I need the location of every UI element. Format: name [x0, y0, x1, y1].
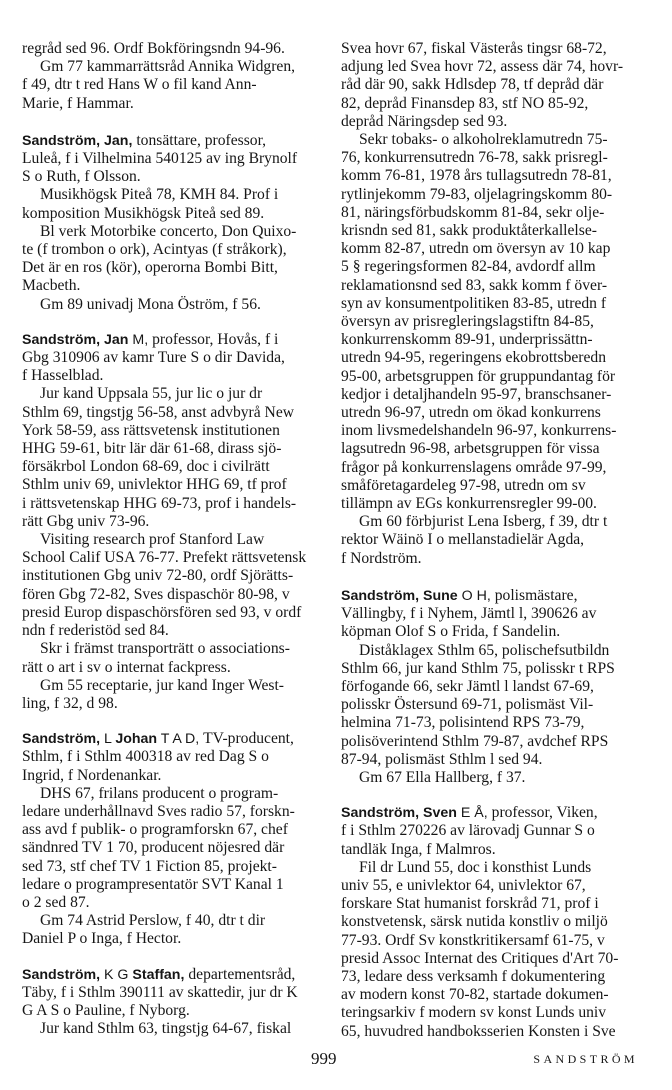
entry-sandstrom-jan-m — [22, 331, 320, 713]
entry-line: fören Gbg 72-82, Sves dispaschör 80-98, v — [22, 585, 290, 603]
entry-initials: K G — [100, 966, 129, 983]
entry-line: sändnred TV 1 70, producent nöjesred där — [22, 839, 285, 857]
entry-line: S o Ruth, f Olsson. — [22, 168, 141, 186]
entry-line: syn av konsumentpolitiken 83-85, utredn f — [341, 294, 607, 312]
entry-line: ledare underhållnavd Sves radio 57, forskn- — [22, 802, 295, 820]
entry-given-name: Sven — [423, 805, 457, 822]
entry-line: f i Sthlm 270226 av lärovadj Gunnar S o — [341, 822, 595, 840]
entry-line: rektor Wäinö I o mellanstadielär Agda, — [341, 531, 585, 549]
entry-line: Vällingby, f i Nyhem, Jämtl l, 390626 av — [341, 605, 597, 623]
entry-initials: L — [100, 731, 112, 748]
entry-line: krisndn sed 81, sakk produktåterkallelse- — [341, 222, 597, 240]
entry-sandstrom-jan-tonsattare — [22, 132, 320, 314]
entry-line: presid Assoc Internat des Critiques d'Art 70- — [341, 949, 619, 967]
entry-line: översyn av prisregleringslagstiftn 84-85, — [341, 313, 594, 331]
entry-line: Gm 77 kammarrättsråd Annika Widgren, — [40, 58, 296, 76]
entry-line: tandläk Inga, f Malmros. — [341, 840, 496, 858]
entry-line: Jur kand Sthlm 63, tingstjg 64-67, fiskal — [40, 1020, 292, 1038]
entry-title: tonsättare, professor, — [136, 131, 267, 149]
entry-line: kedjor i detaljhandeln 95-97, branschsaner- — [341, 385, 612, 403]
entry-surname: Sandström, — [341, 587, 420, 604]
running-head: SANDSTRÖM — [533, 1052, 638, 1066]
entry-line: Gm 55 receptarie, jur kand Inger West- — [40, 676, 284, 694]
entry-line: Svea hovr 67, fiskal Västerås tingsr 68-72, — [341, 40, 607, 57]
entry-line: Sekr tobaks- o alkoholreklamutredn 75- — [359, 131, 608, 149]
entry-line: Macbeth. — [22, 277, 81, 295]
entry-line: försäkrbol London 68-69, doc i civilrätt — [22, 458, 270, 476]
entry-line: polisskr Östersund 69-71, polismäst Vil- — [341, 696, 594, 714]
entry-surname: Sandström, — [22, 731, 101, 748]
entry-line: polisöverintend Sthlm 79-87, avdchef RPS — [341, 732, 609, 750]
entry-given-name: Jan, — [104, 132, 133, 149]
entry-line: ling, f 32, d 98. — [22, 694, 118, 712]
entry-line: inom livsmedelshandeln 96-97, konkurrens- — [341, 422, 617, 440]
entry-line: forskare Stat humanist forskråd 71, prof i — [341, 895, 599, 913]
entry-line: konstvetensk, särsk nutida konstliv o miljö — [341, 913, 608, 931]
entry-line: Sthlm, f i Sthlm 400318 av red Dag S o — [22, 748, 269, 766]
entry-heading-line — [341, 804, 639, 822]
entry-line: univ 55, e univlektor 64, univlektor 67, — [341, 876, 586, 894]
entry-line: Gm 60 förbjurist Lena Isberg, f 39, dtr t — [359, 513, 608, 531]
entry-line: 73, ledare dess verksamh f dokumentering — [341, 967, 606, 985]
entry-title: polismästare, — [494, 586, 578, 604]
entry-line: Luleå, f i Vilhelmina 540125 av ing Brynolf — [22, 150, 298, 168]
entry-line: f 49, dtr t red Hans W o fil kand Ann- — [22, 76, 257, 94]
entry-line: 65, huvudred handboksserien Konsten i Sve — [341, 1022, 616, 1040]
entry-given-name: Jan — [104, 331, 129, 348]
entry-title: professor, Hovås, f i — [152, 330, 279, 348]
entry-given-name: Sune — [423, 587, 458, 604]
entry-line: rätt Gbg univ 73-96. — [22, 512, 150, 530]
entry-initials: T A D, — [157, 731, 200, 748]
entry-line: lagsutredn 96-98, arbetsgruppen för vissa — [341, 440, 600, 458]
continued-entry-text — [22, 40, 320, 113]
entry-initials: M, — [128, 331, 149, 348]
entry-line: komposition Musikhögsk Piteå sed 89. — [22, 204, 265, 222]
entry-title: departementsråd, — [188, 965, 296, 983]
entry-initials: O H, — [457, 587, 491, 604]
continued-entry-text — [341, 40, 639, 568]
entry-line: Gm 89 univadj Mona Öström, f 56. — [40, 295, 261, 313]
entry-surname: Sandström, — [22, 331, 101, 348]
entry-line: helmina 71-73, polisintend RPS 73-79, — [341, 714, 585, 732]
entry-line: reklamationsnd sed 83, sakk komm f över- — [341, 276, 608, 294]
page-number: 999 — [311, 1049, 337, 1068]
entry-line: konkurrenskomm 89-91, underprissättn- — [341, 331, 593, 349]
entry-line: Skr i främst transporträtt o associations- — [40, 640, 290, 658]
entry-line: f Nordström. — [341, 549, 422, 567]
entry-line: småföretagardeleg 97-98, utredn om sv — [341, 476, 586, 494]
entry-line: 82, depråd Finansdep 83, stf NO 85-92, — [341, 94, 589, 112]
entry-given-name: Johan — [115, 731, 158, 748]
entry-line: Sthlm 66, jur kand Sthlm 75, polisskr t RPS — [341, 659, 615, 677]
entry-line: råd där 90, sakk Hdlsdep 78, tf depråd där — [341, 76, 604, 94]
entry-line: köpman Olof S o Frida, f Sandelin. — [341, 623, 561, 641]
entry-line: adjung led Svea hovr 72, assess där 74, hovr- — [341, 58, 624, 76]
entry-line: HHG 59-61, bitr lär där 61-68, dirass sjö- — [22, 440, 282, 458]
entry-sandstrom-sven — [341, 804, 639, 1041]
entry-line: rytlinjekomm 79-83, oljelagringskomm 80- — [341, 185, 613, 203]
entry-line: institutionen Gbg univ 72-80, ordf Sjörätts- — [22, 567, 294, 585]
entry-line: rätt o art i sv o internat fackpress. — [22, 658, 231, 676]
entry-title: professor, Viken, — [491, 804, 598, 822]
entry-line: te (f trombon o ork), Acintyas (f stråkork), — [22, 241, 287, 259]
entry-given-name: Staffan, — [132, 966, 185, 983]
entry-surname: Sandström, — [22, 132, 101, 149]
entry-line: utredn 96-97, utredn om ökad konkurrens — [341, 404, 601, 422]
entry-line: Marie, f Hammar. — [22, 94, 134, 112]
entry-line: DHS 67, frilans producent o program- — [40, 784, 279, 802]
entry-sandstrom-l-johan — [22, 730, 320, 948]
right-column — [341, 40, 639, 1041]
entry-line: 76, konkurrensutredn 76-78, sakk prisregl- — [341, 149, 608, 167]
entry-line: 81, näringsförbudskomm 81-84, sekr olje- — [341, 203, 605, 221]
entry-heading-line — [22, 132, 320, 150]
entry-title: TV-producent, — [203, 730, 294, 748]
entry-heading-line — [22, 966, 320, 984]
entry-line: ledare o programpresentatör SVT Kanal 1 — [22, 875, 284, 893]
entry-heading-line — [341, 587, 639, 605]
entry-line: f Hasselblad. — [22, 367, 104, 385]
entry-line: Daniel P o Inga, f Hector. — [22, 930, 182, 948]
entry-line: 95-00, arbetsgruppen för gruppundantag för — [341, 367, 616, 385]
entry-line: utredn 94-95, regeringens ekobrottsberedn — [341, 349, 607, 367]
entry-line: ass avd f publik- o programforskn 67, chef — [22, 821, 288, 839]
entry-line: förfogande 66, sekr Jämtl l landst 67-69, — [341, 677, 594, 695]
entry-line: ndn f rederistöd sed 84. — [22, 622, 169, 640]
entry-sandstrom-sune — [341, 587, 639, 787]
entry-surname: Sandström, — [341, 805, 420, 822]
entry-line: Bl verk Motorbike concerto, Don Quixo- — [40, 222, 297, 240]
entry-line: 77-93. Ordf Sv konstkritikersamf 61-75, v — [341, 931, 605, 949]
entry-line: Diståklagex Sthlm 65, polischefsutbildn — [359, 641, 610, 659]
left-column — [22, 40, 320, 1038]
entry-line: 87-94, polismäst Sthlm l sed 94. — [341, 750, 543, 768]
entry-line: Täby, f i Sthlm 390111 av skattedir, jur dr K — [22, 983, 298, 1001]
entry-line: sed 73, stf chef TV 1 Fiction 85, projekt- — [22, 857, 277, 875]
entry-line: Fil dr Lund 55, doc i konsthist Lunds — [359, 858, 592, 876]
entry-line: komm 82-87, utredn om översyn av 10 kap — [341, 240, 611, 258]
entry-line: Gm 74 Astrid Perslow, f 40, dtr t dir — [40, 912, 266, 930]
entry-line: Musikhögsk Piteå 78, KMH 84. Prof i — [40, 186, 279, 204]
entry-line: Gbg 310906 av kamr Ture S o dir Davida, — [22, 349, 285, 367]
entry-line: Visiting research prof Stanford Law — [40, 531, 265, 549]
entry-line: York 58-59, ass rättsvetensk institutionen — [22, 421, 280, 439]
entry-line: G A S o Pauline, f Nyborg. — [22, 1001, 190, 1019]
entry-line: frågor på konkurrenslagens område 97-99, — [341, 458, 607, 476]
entry-sandstrom-k-g-staffan — [22, 966, 320, 1039]
entry-line: presid Europ dispaschörsfören sed 93, v ordf — [22, 603, 302, 621]
entry-line: School Calif USA 76-77. Prefekt rättsvetensk — [22, 549, 307, 567]
entry-line: Sthlm univ 69, univlektor HHG 69, tf prof — [22, 476, 287, 494]
entry-line: tillämpn av EGs konkurrensregler 99-00. — [341, 495, 597, 513]
entry-heading-line — [22, 730, 320, 748]
page-footer — [0, 1049, 672, 1071]
entry-heading-line — [22, 331, 320, 349]
entry-line: komm 76-81, 1978 års tullagsutredn 78-81, — [341, 167, 612, 185]
entry-line: Ingrid, f Nordenankar. — [22, 766, 162, 784]
entry-line: Det är en ros (kör), operorna Bombi Bitt, — [22, 259, 278, 277]
entry-line: o 2 sed 87. — [22, 893, 90, 911]
entry-line: i rättsvetenskap HHG 69-73, prof i handels- — [22, 494, 297, 512]
entry-initials: E Å, — [456, 805, 488, 822]
entry-line: Gm 67 Ella Hallberg, f 37. — [359, 768, 526, 786]
entry-line: 5 § regeringsformen 82-84, avdordf allm — [341, 258, 596, 276]
entry-line: regråd sed 96. Ordf Bokföringsndn 94-96. — [22, 40, 285, 57]
entry-surname: Sandström, — [22, 966, 101, 983]
entry-line: depråd Näringsdep sed 93. — [341, 112, 508, 130]
entry-line: av modern konst 70-82, startade dokumen- — [341, 986, 609, 1004]
entry-line: Sthlm 69, tingstjg 56-58, anst advbyrå New — [22, 403, 294, 421]
entry-line: Jur kand Uppsala 55, jur lic o jur dr — [40, 385, 263, 403]
entry-line: teringsarkiv f modern sv konst Lunds univ — [341, 1004, 607, 1022]
